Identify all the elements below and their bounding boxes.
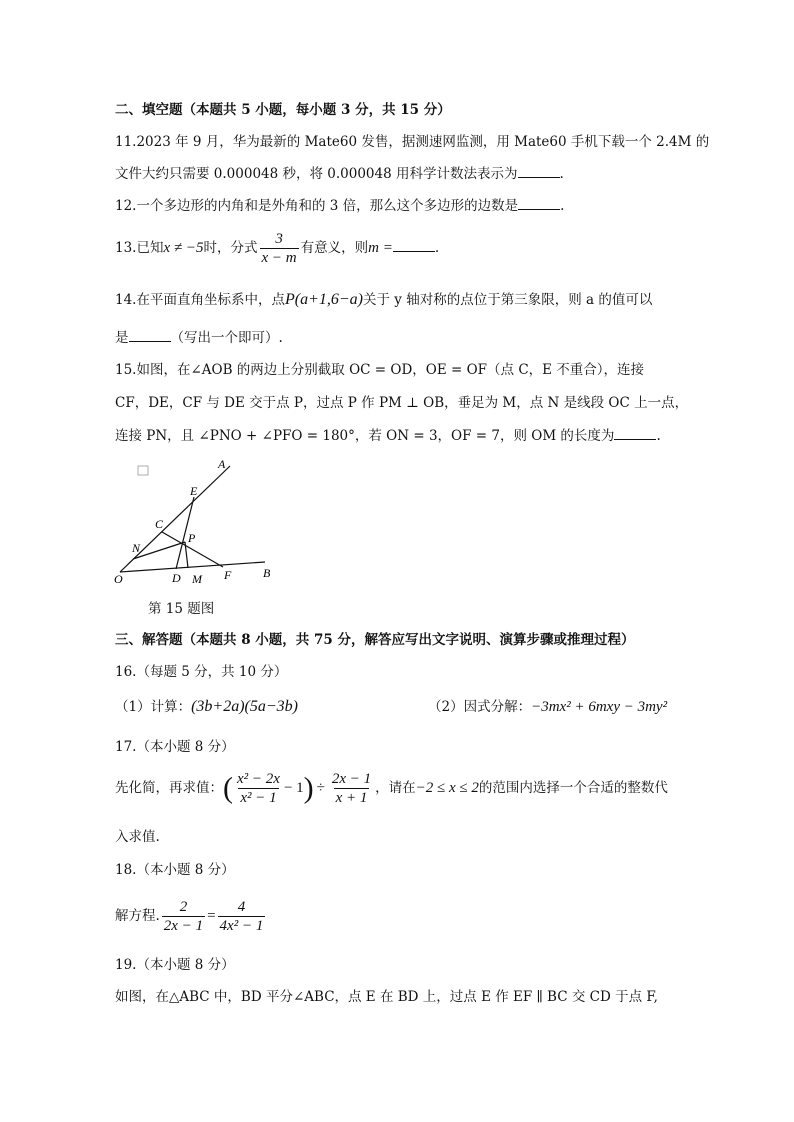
q18-header: 18.（本小题 8 分） [115,862,235,878]
q18-f2-den: 4x² − 1 [219,918,264,934]
q19-text: 如图，在△ABC 中，BD 平分∠ABC，点 E 在 BD 上，过点 E 作 EF ∥ BC 交 CD 于点 F, [115,989,658,1005]
q18-f1-den: 2x − 1 [163,918,204,934]
q15-line3: 连接 PN，且 ∠PNO + ∠PFO = 180°，若 ON = 3，OF = 7，则 OM 的长度为 . [115,425,661,446]
q18-line [115,893,267,939]
q16-header: 16.（每题 5 分，共 10 分） [115,664,288,680]
q11-text: 文件大约只需要 0.000048 秒，将 0.000048 用科学计数法表示为 [115,166,518,182]
q13-frac-den: x − m [261,250,297,266]
q11-line2: 文件大约只需要 0.000048 秒，将 0.000048 用科学计数法表示为 . [115,163,564,184]
answer-blank [518,163,560,178]
q13-prefix: 13.已知 [115,240,164,256]
q18-frac1 [162,898,205,935]
q13-mid1: 时，分式 [203,240,258,256]
q16-p2-expr: −3mx² + 6mxy − 3my² [531,699,668,715]
answer-blank [614,425,656,440]
q14-line1 [115,290,652,310]
q17-frac1 [235,770,282,807]
ray-oa [120,466,230,572]
q17-f2-num: 2x − 1 [331,771,372,787]
section3-title: 三、解答题（本题共 8 小题，共 75 分，解答应写出文字说明、演算步骤或推理过程） [115,632,635,648]
q13-cond: x ≠ −5 [163,240,204,256]
q14-point: P(a+1,6−a) [284,291,364,308]
q16-p2-label: （2）因式分解： [428,699,532,715]
q13-line: 13.已知x ≠ −5时，分式 $\frac{3}{x - m}$ 有意义，则m = . [115,231,440,266]
answer-blank [393,237,435,252]
segment-pn [133,542,185,559]
q15-line1: 15.如图，在∠AOB 的两边上分别截取 OC = OD，OE = OF（点 C，E 不重合），连接 [115,362,645,378]
q16-part1 [115,697,298,717]
q15-line2: CF，DE，CF 与 DE 交于点 P，过点 P 作 PM ⊥ OB，垂足为 M，点 N 是线段 OC 上一点， [115,395,689,411]
label-p: P [188,531,196,545]
q17-line1 [115,763,668,813]
q15-text: 连接 PN，且 ∠PNO + ∠PFO = 180°，若 ON = 3，OF = 7，则 OM 的长度为 [115,428,615,444]
q17-suffix-a: ，请在 [375,780,416,796]
q18-prefix: 解方程. [115,908,160,924]
paren-right: ) [303,771,314,805]
q17-frac2 [330,770,373,807]
label-b: B [263,566,271,580]
q17-suffix-b: 的范围内选择一个合适的整数代 [478,780,668,796]
q17-div: ÷ [316,780,325,796]
q14-line2a: 是 [115,330,129,346]
q18-eq: = [207,908,216,924]
q13-fraction [260,230,299,267]
q17-f1-den: x² − 1 [240,790,277,806]
section2-title: 二、填空题（本题共 5 小题，每小题 3 分，共 15 分） [115,102,451,118]
q18-f1-num: 2 [179,899,188,915]
answer-blank [129,327,171,342]
q15-figure [110,452,300,592]
label-m: M [192,572,202,586]
q12-text: 12.一个多边形的内角和是外角和的 3 倍，那么这个多边形的边数是 [115,198,519,214]
q15-caption: 第 15 题图 [148,601,215,617]
paren-left: ( [223,771,233,805]
q13-frac-num: 3 [275,231,283,247]
q17-prefix: 先化简，再求值： [115,780,223,796]
q18-frac2 [218,898,266,935]
q14-suffix: 关于 y 轴对称的点位于第三象限，则 a 的值可以 [363,292,653,308]
q16-part2 [428,697,667,717]
q17-range: −2 ≤ x ≤ 2 [415,780,479,796]
q14-prefix: 14.在平面直角坐标系中，点 [115,292,285,308]
q14-line2 [115,327,283,348]
label-n: N [132,541,141,555]
q18-f2-num: 4 [237,899,246,915]
q13-var: m = [368,240,393,256]
q17-line2: 入求值. [115,829,160,845]
label-o: O [114,572,123,586]
label-a: A [218,457,226,471]
label-e: E [190,484,198,498]
q19-header: 19.（本小题 8 分） [115,957,235,973]
q14-line2b: （写出一个即可）. [170,330,283,346]
q16-p1-expr: (3b+2a)(5a−3b) [191,698,298,715]
small-box-mark [138,466,148,475]
q17-minus-one: − 1 [283,780,304,796]
answer-blank [518,195,560,210]
q16-p1-label: （1）计算： [115,699,192,715]
label-f: F [224,568,232,582]
q13-mid2: 有意义，则 [300,240,369,256]
label-d: D [172,571,181,585]
q17-f1-num: x² − 2x [237,771,280,787]
q17-f2-den: x + 1 [335,790,368,806]
q11-line1: 11.2023 年 9 月，华为最新的 Mate60 发售，据测速网监测，用 Mate60 手机下载一个 2.4M 的 [115,134,710,150]
label-c: C [155,517,164,531]
ray-ob [120,562,265,572]
q12-line: 12.一个多边形的内角和是外角和的 3 倍，那么这个多边形的边数是 . [115,195,564,216]
q17-header: 17.（本小题 8 分） [115,739,235,755]
